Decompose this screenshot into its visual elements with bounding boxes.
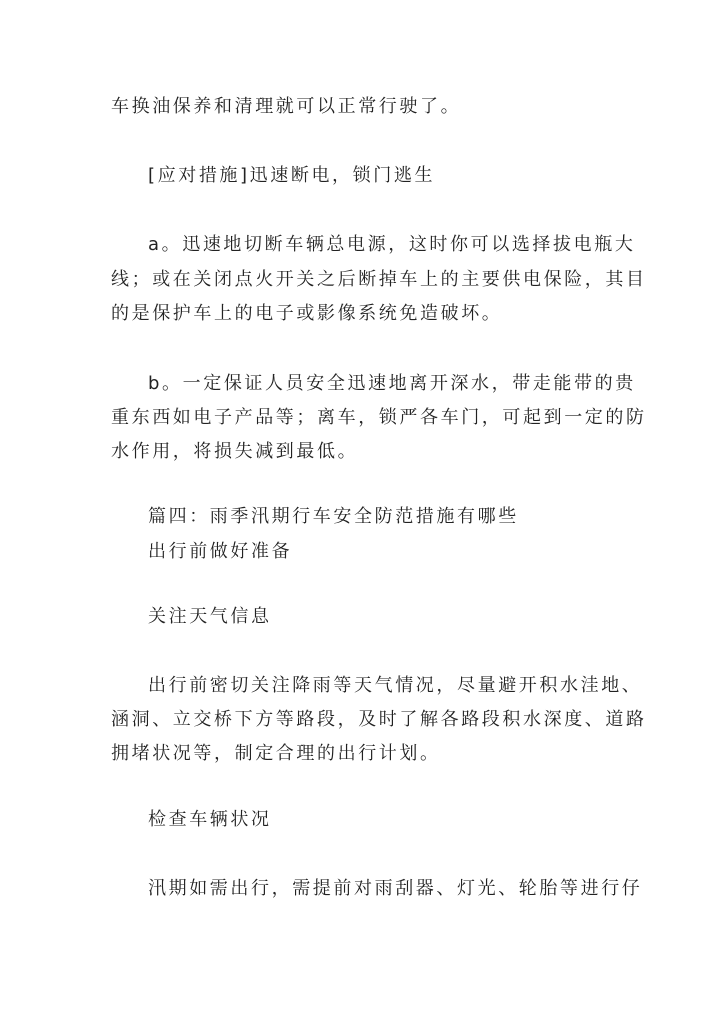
- paragraph-line: b。一定保证人员安全迅速地离开深水，带走能带的贵: [148, 373, 636, 394]
- paragraph-line: 出行前密切关注降雨等天气情况，尽量避开积水洼地、: [148, 675, 643, 696]
- chapter-title: 篇四：雨季汛期行车安全防范措施有哪些: [148, 506, 519, 527]
- paragraph-line: 重东西如电子产品等；离车，锁严各车门，可起到一定的防: [111, 407, 647, 428]
- paragraph-line: a。迅速地切断车辆总电源，这时你可以选择拔电瓶大: [148, 234, 636, 255]
- paragraph-line: 汛期如需出行，需提前对雨刮器、灯光、轮胎等进行仔: [148, 878, 643, 899]
- paragraph-line: 涵洞、立交桥下方等路段，及时了解各路段积水深度、道路: [111, 709, 647, 730]
- section-heading: 出行前做好准备: [148, 541, 293, 562]
- section-heading: 关注天气信息: [148, 606, 272, 627]
- paragraph-line: 的是保护车上的电子或影像系统免造破坏。: [111, 303, 503, 324]
- paragraph-line: 线；或在关闭点火开关之后断掉车上的主要供电保险，其目: [111, 269, 647, 290]
- paragraph-line: 拥堵状况等，制定合理的出行计划。: [111, 743, 441, 764]
- paragraph-line: 车换油保养和清理就可以正常行驶了。: [111, 96, 462, 117]
- paragraph-line: 水作用，将损失减到最低。: [111, 441, 359, 462]
- section-heading: 检查车辆状况: [148, 809, 272, 830]
- section-heading: [应对措施]迅速断电，锁门逃生: [148, 165, 436, 186]
